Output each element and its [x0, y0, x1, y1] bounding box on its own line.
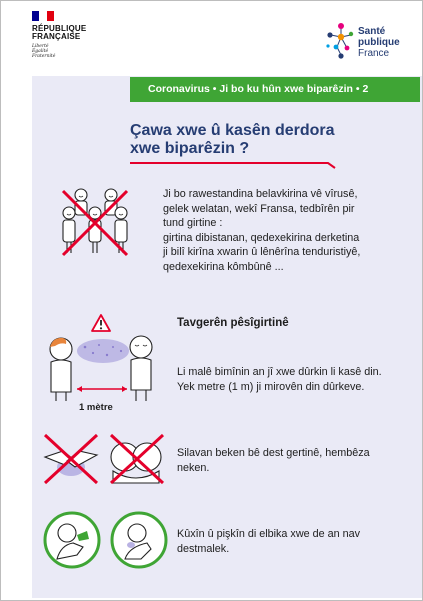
no-gatherings-icon	[59, 187, 131, 259]
republic-motto: Liberté Égalité Fraternité	[32, 44, 56, 59]
distance-label: 1 mètre	[79, 402, 113, 413]
sante-publique-france-logo	[325, 21, 415, 66]
distance-text: Li malê bimînin an jî xwe dûrkin li kasê din. Yek metre (1 m) ji mirovên din dûrkeve.	[177, 366, 382, 393]
cough-elbow-tissue-icon	[43, 511, 169, 569]
section-banner: Coronavirus • Ji bo ku hûn xwe biparêzin • 2	[130, 77, 420, 102]
republic-name: RÉPUBLIQUE FRANÇAISE	[32, 24, 87, 41]
cough-text: Kûxîn û pişkîn di elbika xwe de an nav destmalek.	[177, 528, 361, 555]
warning-icon	[91, 314, 111, 332]
agency-name: Santé publique France	[358, 26, 400, 59]
intro-paragraph: Ji bo rawestandina belavkirina vê vîrusê, gelek welatan, wekî Fransa, tedbîrên pir tund girtine : girtina dibistanan, qedexekirina derketina ji bilî kirîna xwarin û lênêrîna tenduristiyê, qedexekirina kômbûnê ...	[163, 188, 361, 273]
no-handshake-hug-icon	[41, 431, 167, 487]
republique-francaise-logo	[32, 11, 102, 59]
section-heading: Tavgerên pêsîgirtinê	[177, 317, 289, 329]
title-underline	[130, 159, 342, 169]
french-flag-icon	[32, 11, 54, 21]
distance-illustration	[41, 331, 159, 403]
handshake-text: Silavan beken bê dest gertinê, hembêza neken.	[177, 447, 370, 474]
molecule-icon	[325, 21, 355, 61]
page-title: Çawa xwe û kasên derdora xwe biparêzin ?	[130, 122, 335, 157]
